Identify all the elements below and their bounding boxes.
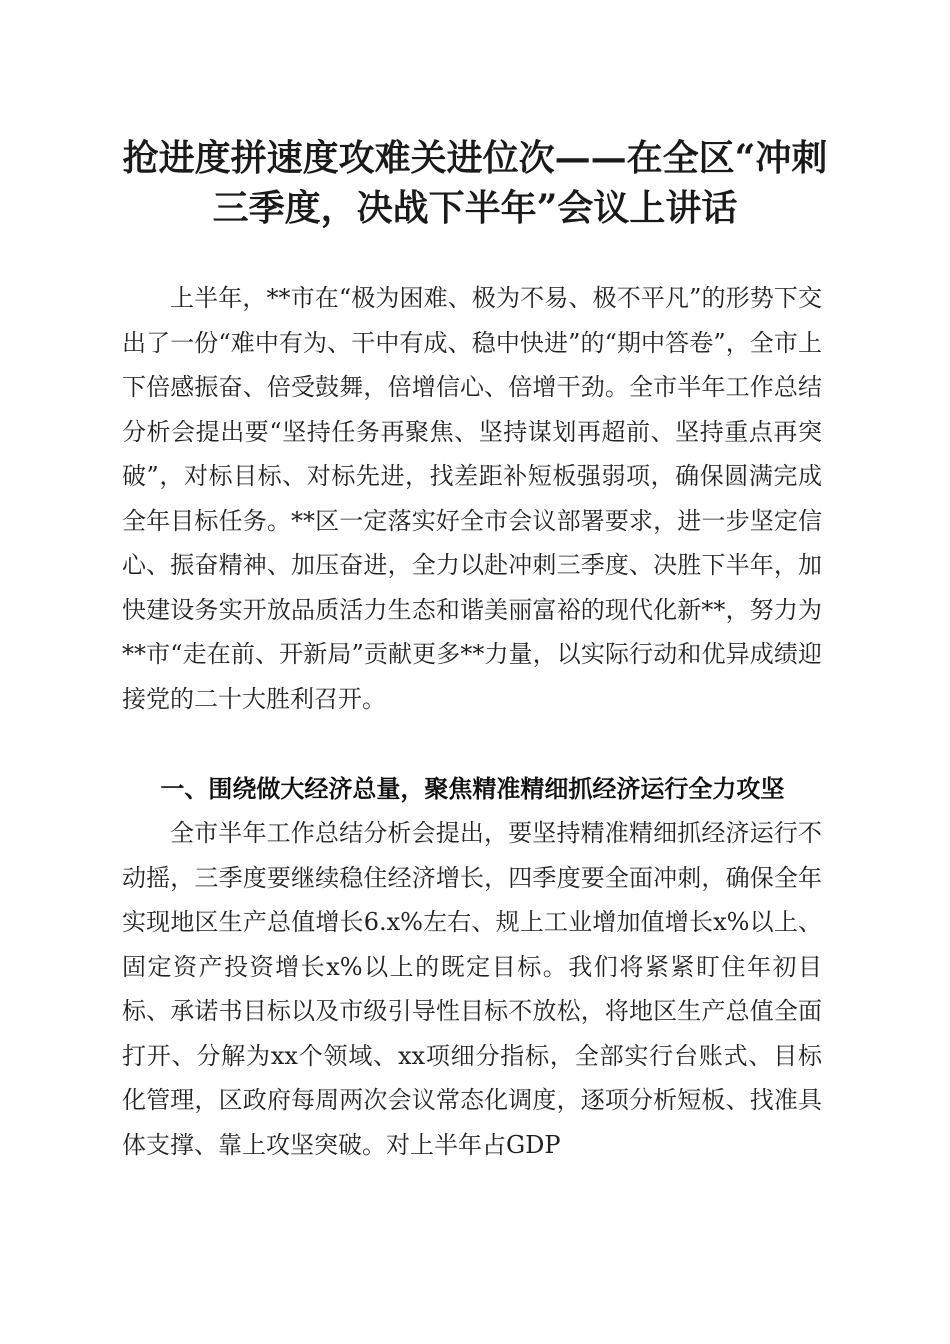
document-title bbox=[100, 133, 850, 233]
section-heading-1: 一、围绕做大经济总量，聚焦精准精细抓经济运行全力攻坚 bbox=[160, 775, 785, 803]
paragraph-section-1: 全市半年工作总结分析会提出，要坚持精准精细抓经济运行不动摇，三季度要继续稳住经济增长，四季度要全面冲刺，确保全年实现地区生产总值增长6.x%左右、规上工业增加值增长x%以上、固定资产投资增长x%以上的既定目标。我们将紧紧盯住年初目标、承诺书目标以及市级引导性目标不放松，将地区生产总值全面打开、分解为xx个领域、xx项细分指标，全部实行台账式、目标化管理，区政府每周两次会议常态化调度，逐项分析短板、找准具体支撑、靠上攻坚突破。对上半年占GDP bbox=[122, 819, 822, 1159]
title-line-1: 抢进度拼速度攻难关进位次——在全区“冲刺 bbox=[122, 137, 828, 179]
title-line-2: 三季度，决战下半年”会议上讲话 bbox=[212, 187, 738, 229]
paragraph-intro: 上半年，**市在“极为困难、极为不易、极不平凡”的形势下交出了一份“难中有为、干中有成、稳中快进”的“期中答卷”，全市上下倍感振奋、倍受鼓舞，倍增信心、倍增干劲。全市半年工作总结分析会提出要“坚持任务再聚焦、坚持谋划再超前、坚持重点再突破”，对标目标、对标先进，找差距补短板强弱项，确保圆满完成全年目标任务。**区一定落实好全市会议部署要求，进一步坚定信心、振奋精神、加压奋进，全力以赴冲刺三季度、决胜下半年，加快建设务实开放品质活力生态和谐美丽富裕的现代化新**，努力为**市“走在前、开新局”贡献更多**力量，以实际行动和优异成绩迎接党的二十大胜利召开。 bbox=[122, 284, 822, 713]
